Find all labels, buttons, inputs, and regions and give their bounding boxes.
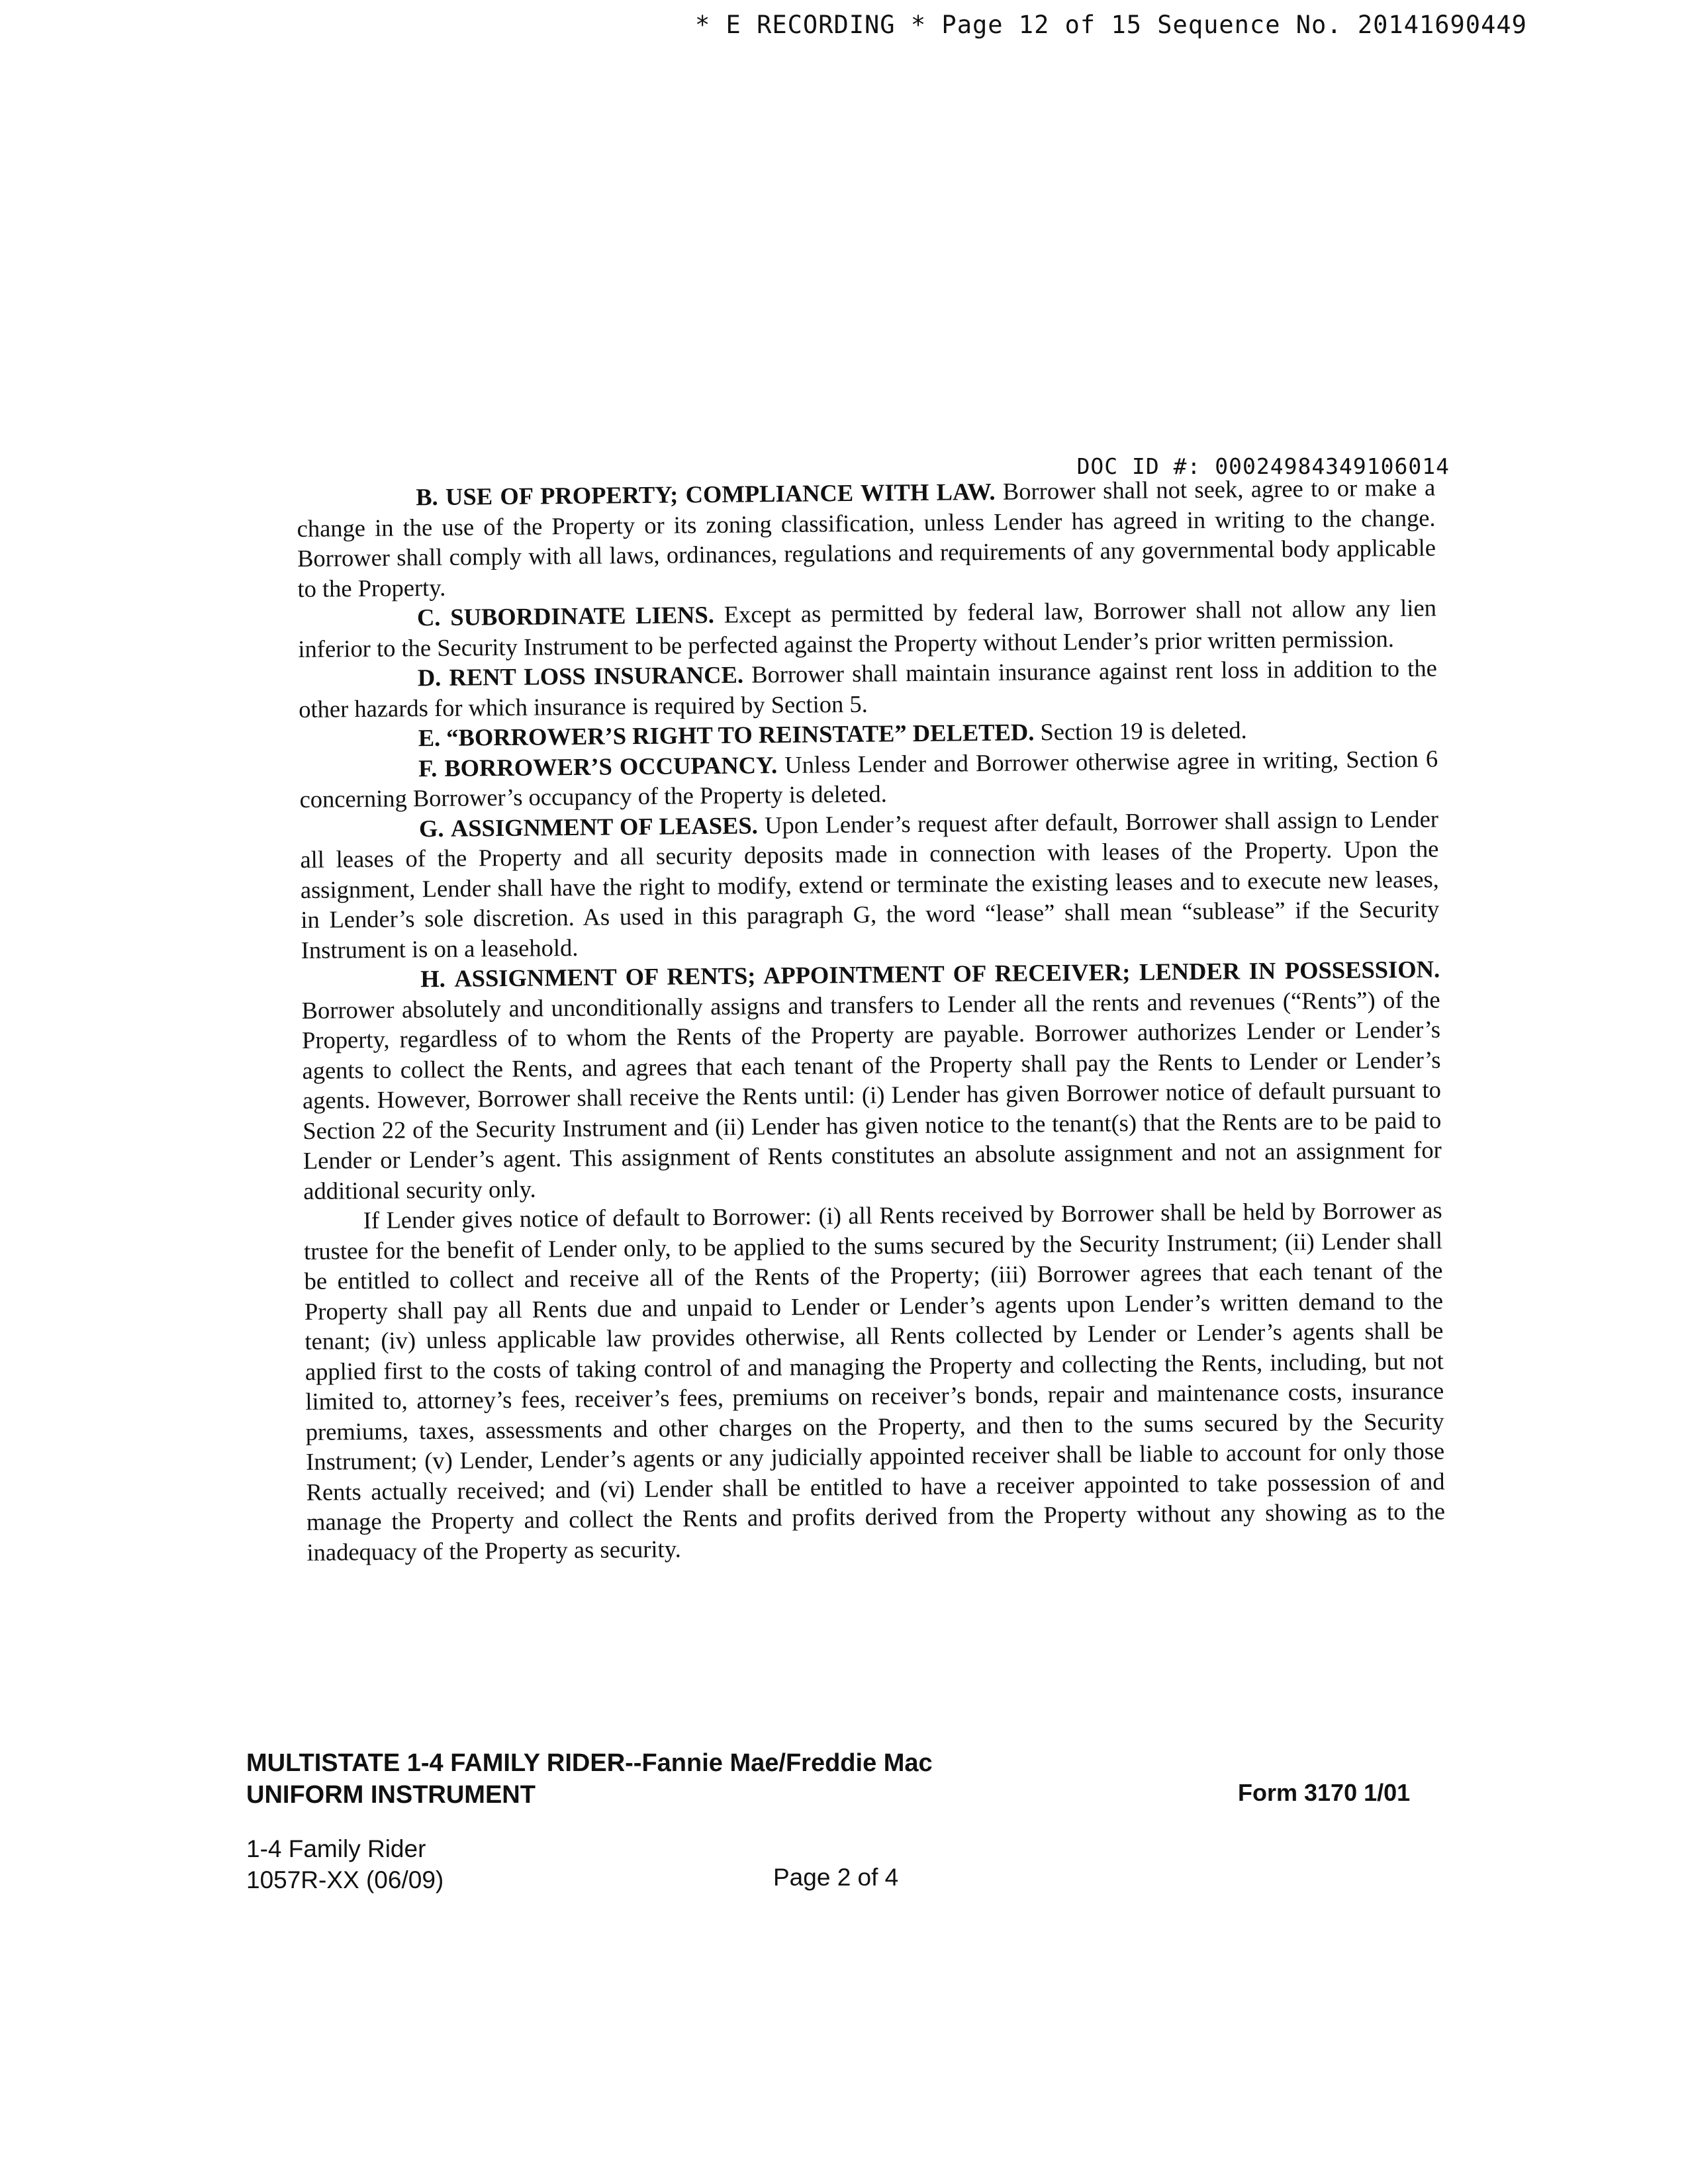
section-d bbox=[299, 653, 1438, 724]
section-text: Unless Lender and Borrower otherwise agree in writing, Section 6 concerning Borrower’s occupancy of the Property is deleted. bbox=[299, 744, 1438, 813]
section-letter: E. bbox=[418, 723, 441, 752]
section-title: ASSIGNMENT OF LEASES. bbox=[450, 811, 758, 842]
section-letter: F. bbox=[418, 754, 438, 782]
footer-rider-info bbox=[246, 1833, 444, 1895]
section-b bbox=[297, 472, 1436, 604]
section-letter: H. bbox=[420, 964, 445, 993]
footer-title-line: UNIFORM INSTRUMENT bbox=[246, 1781, 536, 1809]
footer-page-number: Page 2 of 4 bbox=[773, 1864, 899, 1891]
footer-rider-line: 1-4 Family Rider bbox=[246, 1835, 426, 1862]
section-title: SUBORDINATE LIENS. bbox=[450, 600, 715, 631]
section-c bbox=[298, 592, 1437, 664]
section-text: Section 19 is deleted. bbox=[1040, 716, 1247, 746]
footer-title-line: MULTISTATE 1-4 FAMILY RIDER--Fannie Mae/Freddie Mac bbox=[246, 1749, 933, 1777]
section-title: RENT LOSS INSURANCE. bbox=[449, 660, 744, 691]
section-letter: G. bbox=[418, 814, 444, 842]
section-h bbox=[301, 954, 1442, 1205]
document-body bbox=[297, 472, 1446, 1567]
recording-header: * E RECORDING * Page 12 of 15 Sequence No. 20141690449 bbox=[695, 11, 1527, 39]
section-title: ASSIGNMENT OF RENTS; APPOINTMENT OF RECEIVER; LENDER IN POSSESSION. bbox=[454, 955, 1440, 992]
section-text: Upon Lender’s request after default, Borrower shall assign to Lender all leases of the Property and all security deposits made in connection with leases of the Property. Upon the assignment, Lender shall have the right to modify, extend or terminate the existing leases and to execute new leases, in Lender’s sole discretion. As used in this paragraph G, the word “lease” shall mean “sublease” if the Security Instrument is on a leasehold. bbox=[300, 804, 1440, 964]
section-title: USE OF PROPERTY; COMPLIANCE WITH LAW. bbox=[445, 477, 996, 510]
section-title: “BORROWER’S RIGHT TO REINSTATE” DELETED. bbox=[446, 718, 1035, 751]
final-paragraph: If Lender gives notice of default to Borrower: (i) all Rents received by Borrower shall be held by Borrower as trustee for the benefit of Lender only, to be applied to the sums secured by the Security Instrument; (ii) Lender shall be entitled to collect and receive all of the Rents of the Property; (iii) Borrower agrees that each tenant of the Property shall pay all Rents due and unpaid to Lender or Lender’s agents upon Lender’s written demand to the tenant; (iv) unless applicable law provides otherwise, all Rents collected by Lender or Lender’s agents shall be applied first to the costs of taking control of and managing the Property and collecting the Rents, including, but not limited to, attorney’s fees, receiver’s fees, premiums on receiver’s bonds, repair and maintenance costs, insurance premiums, taxes, assessments and other charges on the Property, and then to the sums secured by the Security Instrument; (v) Lender, Lender’s agents or any judicially appointed receiver shall be liable to account for only those Rents actually received; and (vi) Lender shall be entitled to have a receiver appointed to take possession of and manage the Property and collect the Rents and profits derived from the Property without any showing as to the inadequacy of the Property as security. bbox=[303, 1196, 1446, 1566]
section-g bbox=[300, 803, 1440, 965]
section-letter: B. bbox=[416, 482, 438, 511]
section-text: Borrower shall maintain insurance against rent loss in addition to the other hazards for which insurance is required by Section 5. bbox=[299, 654, 1437, 723]
section-title: BORROWER’S OCCUPANCY. bbox=[444, 751, 778, 782]
footer-form-title bbox=[246, 1747, 933, 1811]
section-letter: D. bbox=[417, 663, 442, 692]
section-letter: C. bbox=[416, 603, 441, 631]
section-f bbox=[299, 743, 1438, 815]
doc-id: DOC ID #: 00024984349106014 bbox=[1076, 453, 1450, 479]
section-text: Borrower absolutely and unconditionally assigns and transfers to Lender all the rents and revenues (“Rents”) of the Property, regardless of to whom the Rents of the Property are payable. Borrower authorizes Lender or Lender’s agents to collect the Rents, and agrees that each tenant of the Property shall pay the Rents to Lender or Lender’s agents. However, Borrower shall receive the Rents until: (i) Lender has given Borrower notice of default pursuant to Section 22 of the Security Instrument and (ii) Lender has given notice to the tenant(s) that the Rents are to be paid to Lender or Lender’s agent. This assignment of Rents constitutes an absolute assignment and not an assignment for additional security only. bbox=[301, 985, 1442, 1205]
section-text: Borrower shall not seek, agree to or make a change in the use of the Property or its zoning classification, unless Lender has agreed in writing to the change. Borrower shall comply with all laws, ordinances, regulations and requirements of any governmental body applicable to the Property. bbox=[297, 473, 1436, 602]
footer-form-number: Form 3170 1/01 bbox=[1238, 1779, 1411, 1806]
section-text: Except as permitted by federal law, Borrower shall not allow any lien inferior to the Security Instrument to be perfected against the Property without Lender’s prior written permission. bbox=[298, 594, 1437, 662]
footer-rider-line: 1057R-XX (06/09) bbox=[246, 1866, 444, 1893]
